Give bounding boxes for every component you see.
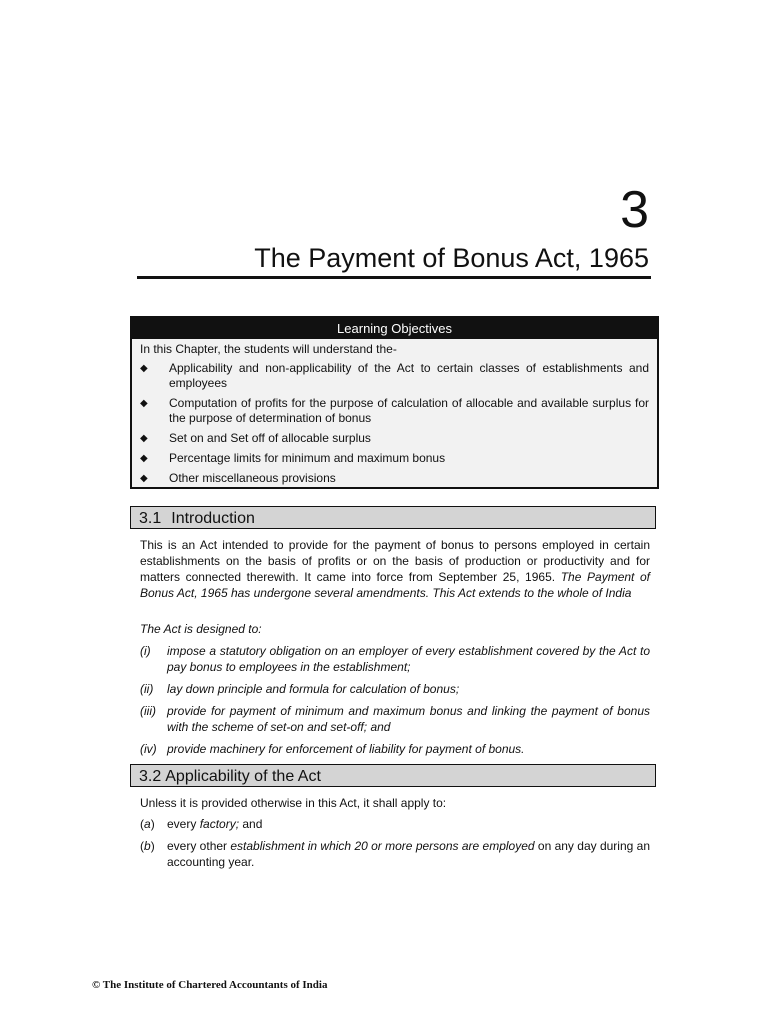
list-item-text: every other — [167, 839, 231, 853]
list-item — [140, 703, 650, 735]
list-item-text: every — [167, 817, 200, 831]
list-item-text: provide for payment of minimum and maximum bonus and linking the payment of bonus with the scheme of set-on and set-off; and — [167, 704, 650, 734]
list-marker: (iii) — [140, 704, 156, 718]
act-purpose-list — [140, 643, 650, 763]
objective-item — [132, 396, 657, 426]
diamond-bullet-icon: ◆ — [140, 453, 148, 464]
marker-close: ) — [150, 817, 155, 831]
diamond-bullet-icon: ◆ — [140, 398, 148, 409]
footer-copyright: © The Institute of Chartered Accountants of India — [92, 979, 328, 991]
list-item — [140, 681, 650, 697]
list-marker — [140, 816, 155, 832]
objective-text: Set on and Set off of allocable surplus — [169, 431, 371, 445]
diamond-bullet-icon: ◆ — [140, 473, 148, 484]
list-marker: (ii) — [140, 682, 154, 696]
designed-to-text: The Act is designed to: — [140, 622, 262, 636]
objective-item — [132, 451, 657, 466]
marker-letter: a — [144, 817, 151, 831]
list-item — [140, 741, 650, 757]
list-item — [140, 643, 650, 675]
objective-item — [132, 361, 657, 391]
learning-objectives-box — [130, 316, 659, 489]
list-item-italic: factory; — [199, 817, 240, 831]
marker-close: ) — [150, 839, 155, 853]
objective-text: Percentage limits for minimum and maximum bonus — [169, 451, 446, 465]
marker-open: ( — [140, 839, 144, 853]
list-item-text: impose a statutory obligation on an employer of every establishment covered by the Act to pay bonus to employees in the establishment; — [167, 644, 650, 674]
diamond-bullet-icon: ◆ — [140, 363, 148, 374]
section-header-introduction — [130, 506, 656, 529]
objective-item — [132, 471, 657, 486]
list-item-text: on any day during an accounting year. — [167, 839, 650, 869]
section-title: Introduction — [171, 510, 255, 527]
list-item-italic: establishment in which 20 or more persons are employed — [230, 839, 535, 853]
learning-objectives-list — [132, 361, 657, 486]
section-title: Applicability of the Act — [165, 768, 321, 785]
introduction-italic-text: The Payment of Bonus Act, 1965 has undergone several amendments. This Act extends to the whole of India — [140, 570, 651, 600]
list-item-text: and — [239, 817, 263, 831]
applicability-intro: Unless it is provided otherwise in this Act, it shall apply to: — [140, 796, 447, 810]
section-header-applicability — [130, 764, 656, 787]
list-marker — [140, 838, 155, 854]
introduction-paragraph — [140, 537, 650, 601]
list-item — [140, 838, 650, 870]
diamond-bullet-icon: ◆ — [140, 433, 148, 444]
objective-text: Other miscellaneous provisions — [169, 471, 336, 485]
list-item-text: lay down principle and formula for calculation of bonus; — [167, 682, 460, 696]
applicability-list — [140, 816, 650, 876]
learning-objectives-intro: In this Chapter, the students will understand the- — [140, 342, 397, 356]
learning-objectives-header: Learning Objectives — [132, 318, 657, 339]
list-item — [140, 816, 650, 832]
title-rule — [137, 276, 651, 279]
objective-text: Computation of profits for the purpose of calculation of allocable and available surplus for the purpose of determination of bonus — [169, 396, 649, 425]
marker-letter: b — [144, 839, 151, 853]
list-marker: (iv) — [140, 742, 157, 756]
section-number: 3.2 — [139, 768, 162, 785]
marker-open: ( — [140, 817, 144, 831]
section-number: 3.1 — [139, 510, 162, 527]
list-marker: (i) — [140, 644, 151, 658]
objective-text: Applicability and non-applicability of the Act to certain classes of establishments and employees — [169, 361, 649, 390]
list-item-text: provide machinery for enforcement of liability for payment of bonus. — [167, 742, 525, 756]
objective-item — [132, 431, 657, 446]
chapter-title: The Payment of Bonus Act, 1965 — [254, 243, 649, 273]
introduction-text: This is an Act intended to provide for the payment of bonus to persons employed in certain establishments on the basis of profits or on the basis of production or productivity and for matters connected therewith. It came into force from September 25, 1965. — [140, 538, 650, 584]
chapter-number: 3 — [620, 181, 649, 239]
